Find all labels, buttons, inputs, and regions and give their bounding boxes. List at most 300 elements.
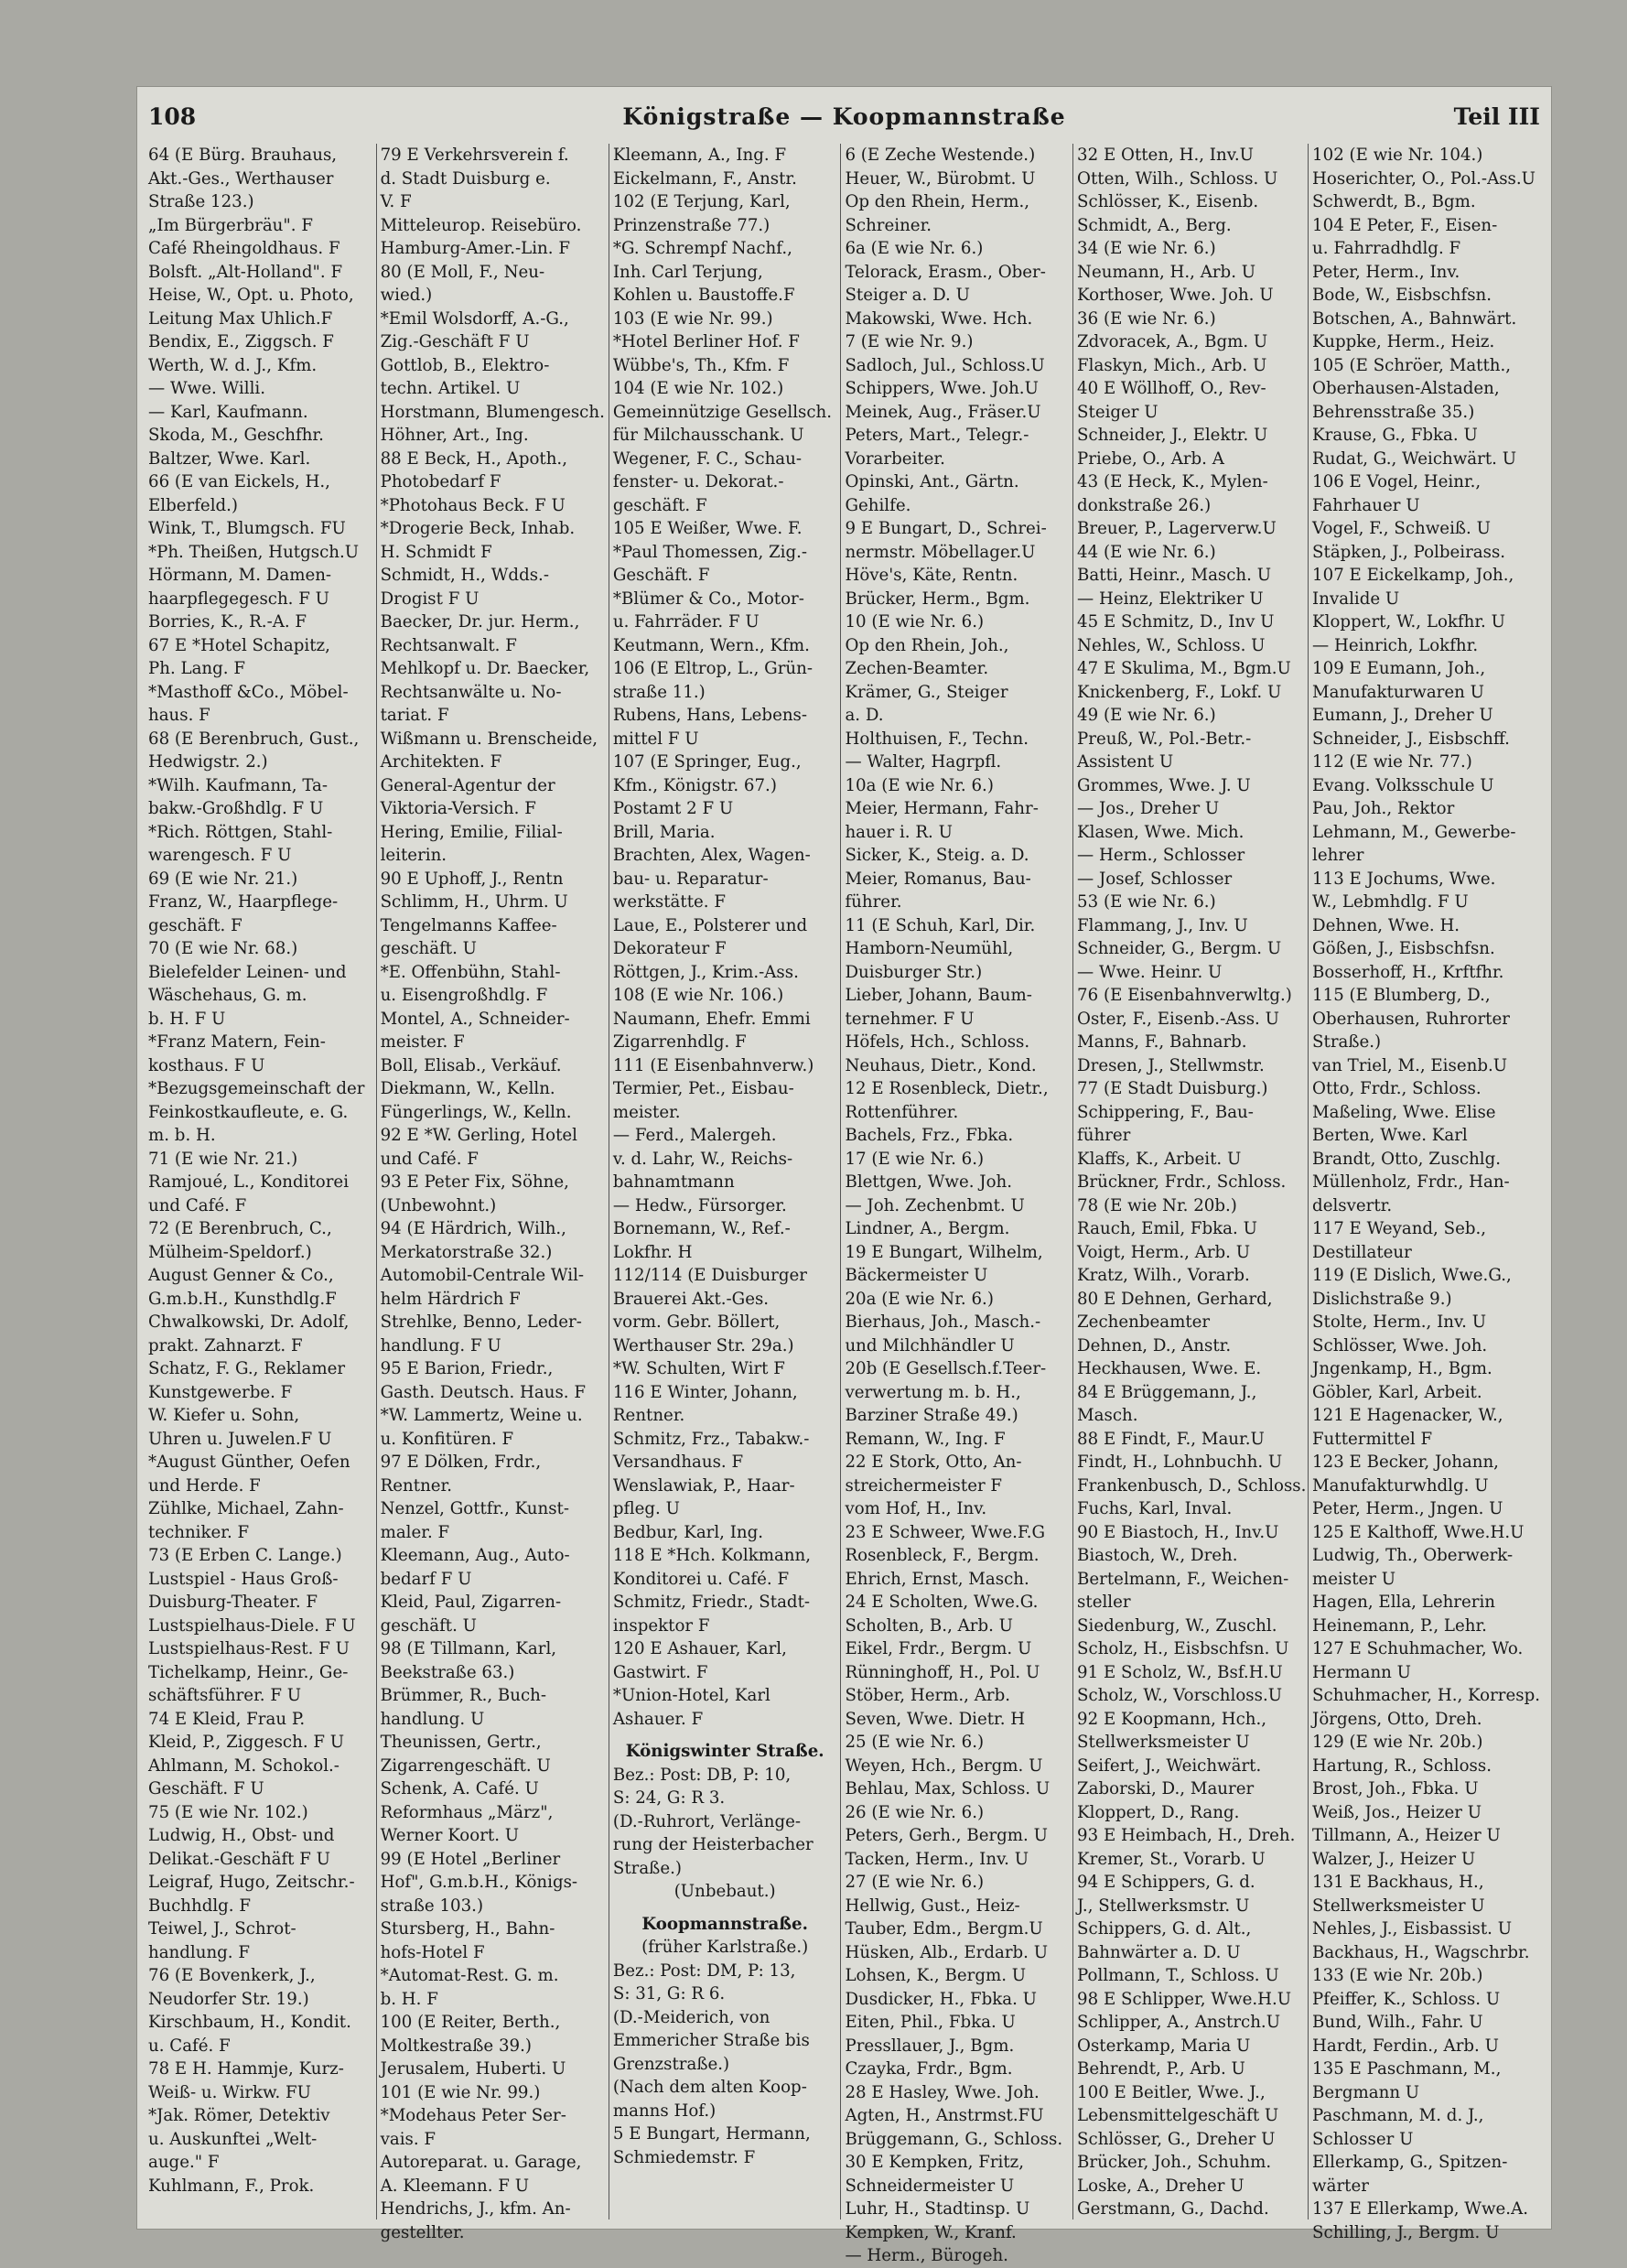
- directory-entry-line: meister U: [1312, 1569, 1396, 1589]
- directory-entry-line: Seven, Wwe. Dietr. H: [845, 1709, 1026, 1729]
- directory-entry-line: delsvertr.: [1312, 1195, 1393, 1215]
- directory-entry-line: Peter, Herm., Inv.: [1312, 262, 1460, 282]
- directory-entry-line: Blettgen, Wwe. Joh.: [845, 1172, 1013, 1192]
- page-number: 108: [148, 103, 197, 130]
- directory-entry-line: Stursberg, H., Bahn-: [380, 1919, 555, 1939]
- directory-entry-line: verwertung m. b. H.,: [845, 1382, 1021, 1402]
- directory-entry-line: Schlimm, H., Uhrm. U: [380, 892, 568, 912]
- directory-entry-line: Hendrichs, J., kfm. An-: [380, 2199, 571, 2219]
- directory-entry-line: Laue, E., Polsterer und: [612, 915, 808, 935]
- directory-entry-line: Sicker, K., Steig. a. D.: [845, 846, 1029, 865]
- directory-entry-line: 129 (E wie Nr. 20b.): [1312, 1733, 1483, 1752]
- directory-entry-line: Krämer, G., Steiger: [845, 682, 1008, 702]
- directory-entry-line: Eikel, Frdr., Bergm. U: [845, 1639, 1032, 1658]
- directory-entry-line: 49 (E wie Nr. 6.): [1077, 706, 1216, 725]
- directory-entry-line: Schlipper, A., Anstrch.U: [1077, 2013, 1281, 2032]
- directory-entry-line: Klasen, Wwe. Mich.: [1077, 822, 1244, 842]
- directory-entry-line: Koopmannstraße.: [641, 1914, 808, 1934]
- directory-entry-line: Brücker, Joh., Schuhm.: [1077, 2153, 1272, 2172]
- directory-entry-line: 36 (E wie Nr. 6.): [1077, 308, 1216, 329]
- directory-entry-line: Höhner, Art., Ing.: [380, 426, 529, 445]
- directory-entry-line: Gasth. Deutsch. Haus. F: [380, 1382, 586, 1402]
- directory-entry-line: 77 (E Stadt Duisburg.): [1077, 1079, 1268, 1098]
- directory-entry-line: (Unbebaut.): [673, 1882, 776, 1901]
- directory-entry-line: Straße.): [612, 1858, 682, 1878]
- directory-entry-line: Schlosser U: [1312, 2129, 1414, 2149]
- directory-entry-line: Flaskyn, Mich., Arb. U: [1077, 355, 1267, 375]
- directory-entry-line: 115 (E Blumberg, D.,: [1312, 986, 1491, 1005]
- directory-entry-line: 28 E Hasley, Wwe. Joh.: [845, 2082, 1040, 2102]
- directory-entry-line: techniker. F: [148, 1522, 250, 1542]
- directory-entry-line: Zaborski, D., Maurer: [1077, 1779, 1255, 1798]
- directory-entry-line: Agten, H., Anstrmst.FU: [845, 2106, 1044, 2125]
- directory-entry-line: geschäft. F: [148, 915, 242, 935]
- directory-entry-line: Siedenburg, W., Zuschl.: [1077, 1615, 1277, 1636]
- directory-entry-line: Manns, F., Bahnarb.: [1077, 1032, 1247, 1052]
- directory-entry-line: Schneidermeister U: [845, 2176, 1015, 2196]
- directory-entry-line: Akt.-Ges., Werthauser: [148, 168, 334, 189]
- directory-entry-line: Mülheim-Speldorf.): [148, 1242, 312, 1262]
- directory-entry-line: Nenzel, Gottfr., Kunst-: [380, 1499, 569, 1518]
- directory-entry-line: pfleg. U: [612, 1499, 680, 1518]
- directory-entry-line: Steiger a. D. U: [845, 286, 970, 305]
- directory-entry-line: 105 E Weißer, Wwe. F.: [612, 519, 803, 538]
- directory-entry-line: Leitung Max Uhlich.F: [148, 308, 333, 329]
- directory-entry-line: Strehlke, Benno, Leder-: [380, 1312, 582, 1332]
- directory-entry-line: Gehilfe.: [845, 495, 911, 515]
- directory-entry-line: techn. Artikel. U: [380, 379, 521, 398]
- directory-entry-line: Findt, H., Lohnbuchh. U: [1077, 1453, 1283, 1472]
- directory-entry-line: Dekorateur F: [612, 939, 727, 958]
- directory-entry-line: 75 (E wie Nr. 102.): [148, 1802, 308, 1822]
- directory-entry-line: bahnamtmann: [612, 1172, 735, 1192]
- directory-entry-line: Krause, G., Fbka. U: [1312, 426, 1478, 445]
- directory-entry-line: Theunissen, Gertr.,: [380, 1733, 542, 1752]
- directory-entry-line: *Jak. Römer, Detektiv: [148, 2106, 330, 2125]
- directory-entry-line: Teiwel, J., Schrot-: [148, 1919, 296, 1939]
- directory-entry-line: Gottlob, B., Elektro-: [380, 355, 550, 375]
- directory-entry-line: Chwalkowski, Dr. Adolf,: [148, 1312, 350, 1332]
- directory-entry-line: u. Eisengroßhdlg. F: [380, 986, 548, 1005]
- directory-entry-line: Zechen-Beamter.: [845, 659, 989, 678]
- directory-entry-line: Kfm., Königstr. 67.): [612, 775, 777, 795]
- directory-entry-line: Meier, Romanus, Bau-: [845, 869, 1031, 889]
- directory-entry-line: Osterkamp, Maria U: [1077, 2036, 1251, 2056]
- directory-entry-line: fenster- u. Dekorat.-: [612, 472, 784, 491]
- directory-entry-line: Schlösser, Wwe. Joh.: [1312, 1335, 1488, 1355]
- directory-entry-line: Bode, W., Eisbschfsn.: [1312, 286, 1492, 305]
- directory-entry-line: Meinek, Aug., Fräser.U: [845, 402, 1041, 422]
- directory-entry-line: maler. F: [380, 1522, 450, 1542]
- directory-entry-line: streichermeister F: [845, 1475, 1003, 1496]
- directory-entry-line: *W. Schulten, Wirt F: [612, 1359, 785, 1378]
- directory-entry-line: Lustspielhaus-Rest. F U: [148, 1639, 350, 1658]
- directory-entry-line: und Herde. F: [148, 1475, 261, 1496]
- directory-entry-line: 119 (E Dislich, Wwe.G.,: [1312, 1266, 1512, 1285]
- directory-entry-line: Kuppke, Herm., Heiz.: [1312, 332, 1495, 351]
- column-2: [377, 144, 609, 2242]
- directory-entry-line: Emmericher Straße bis: [612, 2031, 810, 2050]
- directory-entry-line: Werth, W. d. J., Kfm.: [148, 355, 318, 375]
- directory-entry-line: Oster, F., Eisenb.-Ass. U: [1077, 1009, 1279, 1029]
- directory-entry-line: 30 E Kempken, Fritz,: [845, 2153, 1025, 2172]
- directory-entry-line: Gemeinnützige Gesellsch.: [612, 402, 833, 422]
- directory-entry-line: (Unbewohnt.): [380, 1195, 497, 1215]
- directory-entry-line: — Josef, Schlosser: [1077, 869, 1233, 889]
- directory-entry-line: Kleemann, Aug., Auto-: [380, 1546, 570, 1565]
- directory-entry-line: (D.-Meiderich, von: [612, 2007, 770, 2027]
- directory-entry-line: *W. Lammertz, Weine u.: [380, 1406, 583, 1425]
- directory-entry-line: Postamt 2 F U: [612, 799, 734, 818]
- directory-entry-line: Dusdicker, H., Fbka. U: [845, 1989, 1037, 2009]
- directory-entry-line: Uhren u. Juwelen.F U: [148, 1429, 332, 1449]
- directory-entry-line: Baltzer, Wwe. Karl.: [148, 448, 311, 469]
- directory-entry-line: bedarf F U: [380, 1569, 472, 1589]
- directory-entry-line: 76 (E Bovenkerk, J.,: [148, 1966, 316, 1985]
- directory-entry-line: Gößen, J., Eisbschfsn.: [1312, 939, 1495, 958]
- directory-entry-line: manns Hof.): [612, 2101, 717, 2121]
- directory-entry-line: Pressllauer, J., Bgm.: [845, 2036, 1015, 2056]
- directory-entry-line: Flammang, J., Inv. U: [1077, 915, 1248, 935]
- directory-entry-line: Priebe, O., Arb. A: [1077, 448, 1224, 469]
- directory-entry-line: tariat. F: [380, 706, 449, 725]
- directory-entry-line: Beekstraße 63.): [380, 1662, 515, 1682]
- directory-entry-line: Walzer, J., Heizer U: [1312, 1849, 1476, 1869]
- directory-entry-line: donkstraße 26.): [1077, 495, 1212, 515]
- directory-entry-line: 72 (E Berenbruch, C.,: [148, 1219, 332, 1238]
- directory-entry-line: Königswinter Straße.: [625, 1742, 824, 1761]
- directory-entry-line: Hermann U: [1312, 1662, 1411, 1682]
- directory-entry-line: Behrensstraße 35.): [1312, 402, 1475, 422]
- directory-entry-line: Mehlkopf u. Dr. Baecker,: [380, 659, 590, 678]
- directory-entry-line: *Union-Hotel, Karl: [612, 1686, 770, 1705]
- directory-entry-line: und Milchhändler U: [845, 1335, 1015, 1355]
- directory-entry-line: 92 E *W. Gerling, Hotel: [380, 1126, 577, 1145]
- directory-entry-line: 71 (E wie Nr. 21.): [148, 1149, 298, 1169]
- directory-entry-line: 107 (E Springer, Eug.,: [612, 752, 802, 772]
- directory-entry-line: Automobil-Centrale Wil-: [380, 1266, 585, 1285]
- directory-entry-line: — Jos., Dreher U: [1077, 799, 1220, 818]
- directory-entry-line: Behlau, Max, Schloss. U: [845, 1779, 1051, 1798]
- directory-entry-line: 125 E Kalthoff, Wwe.H.U: [1312, 1522, 1525, 1542]
- directory-entry-line: 66 (E van Eickels, H.,: [148, 472, 330, 491]
- directory-entry-line: 25 (E wie Nr. 6.): [845, 1733, 985, 1752]
- directory-entry-line: Bachels, Frz., Fbka.: [845, 1126, 1014, 1145]
- columns: [145, 144, 1544, 2265]
- directory-entry-line: Lustspielhaus-Diele. F U: [148, 1615, 356, 1636]
- directory-entry-line: bau- u. Reparatur-: [612, 869, 769, 889]
- directory-entry-line: geschäft. U: [380, 1615, 478, 1636]
- directory-entry-line: für Milchausschank. U: [612, 426, 804, 445]
- directory-entry-line: Schilling, J., Bergm. U: [1312, 2222, 1500, 2242]
- directory-entry-line: wärter: [1312, 2176, 1369, 2196]
- part-label: Teil III: [1453, 103, 1540, 130]
- directory-entry-line: 95 E Barion, Friedr.,: [380, 1359, 554, 1378]
- directory-entry-line: Zigarrenhdlg. F: [612, 1032, 747, 1052]
- directory-entry-line: Schuhmacher, H., Korresp.: [1312, 1686, 1541, 1705]
- directory-entry-line: 80 (E Moll, F., Neu-: [380, 262, 545, 282]
- directory-entry-line: 88 E Beck, H., Apoth.,: [380, 448, 567, 469]
- directory-entry-line: Bahnwärter a. D. U: [1077, 1942, 1241, 1962]
- directory-entry-line: *Franz Matern, Fein-: [148, 1032, 326, 1052]
- directory-entry-line: Gastwirt. F: [612, 1662, 708, 1682]
- directory-entry-line: Schmiedemstr. F: [612, 2147, 756, 2167]
- directory-entry-line: Brückner, Frdr., Schloss.: [1077, 1172, 1287, 1192]
- directory-entry-line: 67 E *Hotel Schapitz,: [148, 635, 330, 655]
- directory-entry-line: Rechtsanwalt. F: [380, 635, 517, 655]
- directory-entry-line: Brauerei Akt.-Ges.: [612, 1289, 770, 1309]
- directory-entry-line: Tengelmanns Kaffee-: [380, 915, 557, 935]
- directory-entry-line: Behrendt, P., Arb. U: [1077, 2059, 1245, 2079]
- directory-entry-line: Botschen, A., Bahnwärt.: [1312, 308, 1517, 329]
- directory-entry-line: 103 (E wie Nr. 99.): [612, 308, 773, 329]
- directory-entry-line: Scholz, W., Vorschloss.U: [1077, 1686, 1283, 1705]
- directory-entry-line: führer: [1077, 1126, 1131, 1145]
- directory-entry-line: vorm. Gebr. Böllert,: [612, 1312, 781, 1332]
- directory-entry-line: 88 E Findt, F., Maur.U: [1077, 1429, 1265, 1449]
- directory-entry-line: 112/114 (E Duisburger: [612, 1266, 807, 1285]
- directory-entry-line: Hörmann, M. Damen-: [148, 566, 332, 585]
- directory-entry-line: Röttgen, J., Krim.-Ass.: [612, 962, 799, 982]
- directory-entry-line: 121 E Hagenacker, W.,: [1312, 1406, 1503, 1425]
- directory-entry-line: Heckhausen, Wwe. E.: [1077, 1359, 1262, 1378]
- directory-entry-line: W. Kiefer u. Sohn,: [148, 1406, 300, 1425]
- directory-entry-line: 12 E Rosenbleck, Dietr.,: [845, 1079, 1049, 1098]
- directory-entry-line: Kleid, Paul, Zigarren-: [380, 1593, 562, 1612]
- directory-entry-line: hofs-Hotel F: [380, 1942, 485, 1962]
- directory-entry-line: lehrer: [1312, 846, 1364, 865]
- directory-entry-line: 68 (E Berenbruch, Gust.,: [148, 729, 360, 749]
- directory-entry-line: Schmidt, A., Berg.: [1077, 215, 1232, 235]
- directory-entry-line: 111 (E Eisenbahnverw.): [612, 1055, 814, 1075]
- directory-entry-line: Bergmann U: [1312, 2082, 1420, 2102]
- directory-entry-line: prakt. Zahnarzt. F: [148, 1335, 303, 1355]
- directory-entry-line: 11 (E Schuh, Karl, Dir.: [845, 915, 1036, 935]
- directory-entry-line: Maßeling, Wwe. Elise: [1312, 1102, 1496, 1122]
- directory-entry-line: *Bezugsgemeinschaft der: [148, 1079, 365, 1098]
- directory-entry-line: Hamburg-Amer.-Lin. F: [380, 239, 570, 258]
- directory-entry-line: Horstmann, Blumengesch.: [380, 402, 605, 422]
- directory-entry-line: Schneider, G., Bergm. U: [1077, 939, 1282, 958]
- directory-entry-line: 120 E Ashauer, Karl,: [612, 1639, 787, 1658]
- directory-entry-line: Mitteleurop. Reisebüro.: [380, 215, 582, 235]
- directory-entry-line: Schatz, F. G., Reklamer: [148, 1359, 346, 1378]
- directory-entry-line: Schmitz, Frz., Tabakw.-: [612, 1429, 810, 1449]
- directory-entry-line: *August Günther, Oefen: [148, 1453, 350, 1472]
- directory-entry-line: Brandt, Otto, Zuschlg.: [1312, 1149, 1502, 1169]
- directory-entry-line: Bornemann, W., Ref.-: [612, 1219, 791, 1238]
- directory-entry-line: Manufakturwaren U: [1312, 682, 1484, 702]
- directory-entry-line: Höve's, Käte, Rentn.: [845, 566, 1018, 585]
- directory-entry-line: mittel F U: [612, 729, 699, 749]
- directory-entry-line: S: 31, G: R 6.: [612, 1984, 726, 2003]
- directory-entry-line: A. Kleemann. F U: [380, 2176, 530, 2196]
- directory-entry-line: Voigt, Herm., Arb. U: [1077, 1242, 1251, 1262]
- directory-entry-line: 106 (E Eltrop, L., Grün-: [612, 659, 813, 678]
- directory-entry-line: Schwerdt, B., Bgm.: [1312, 192, 1476, 211]
- directory-entry-line: Rentner.: [380, 1475, 453, 1496]
- directory-entry-line: 78 (E wie Nr. 20b.): [1077, 1195, 1237, 1215]
- directory-entry-line: 109 E Eumann, Joh.,: [1312, 659, 1486, 678]
- directory-entry-line: *Masthoff &Co., Möbel-: [148, 682, 349, 702]
- directory-entry-line: Jörgens, Otto, Dreh.: [1312, 1709, 1482, 1729]
- directory-entry-line: Weiß- u. Wirkw. FU: [148, 2082, 311, 2102]
- directory-entry-line: *Drogerie Beck, Inhab.: [380, 519, 576, 538]
- directory-entry-line: Wink, T., Blumgsch. FU: [148, 519, 346, 538]
- directory-entry-line: Bendix, E., Ziggsch. F: [148, 332, 334, 351]
- directory-entry-line: *Ph. Theißen, Hutgsch.U: [148, 542, 360, 562]
- directory-entry-line: Göbler, Karl, Arbeit.: [1312, 1382, 1482, 1402]
- directory-entry-line: Schenk, A. Café. U: [380, 1779, 539, 1798]
- directory-entry-line: Ehrich, Ernst, Masch.: [845, 1569, 1029, 1589]
- directory-entry-line: Hamborn-Neumühl,: [845, 939, 1014, 958]
- directory-entry-line: Ludwig, Th., Oberwerk-: [1312, 1546, 1514, 1565]
- directory-entry-line: Tichelkamp, Heinr., Ge-: [148, 1662, 349, 1682]
- directory-entry-line: geschäft. U: [380, 939, 478, 958]
- directory-entry-line: warengesch. F U: [148, 846, 292, 865]
- directory-entry-line: 24 E Scholten, Wwe.G.: [845, 1593, 1039, 1612]
- directory-entry-line: Oberhausen, Ruhrorter: [1312, 1009, 1510, 1029]
- directory-entry-line: handlung. F U: [380, 1335, 501, 1355]
- directory-entry-line: Stellwerksmeister U: [1312, 1895, 1485, 1916]
- directory-entry-line: Kratz, Wilh., Vorarb.: [1077, 1266, 1250, 1285]
- directory-entry-line: — Heinz, Elektriker U: [1077, 589, 1264, 609]
- directory-page: [137, 87, 1551, 2265]
- directory-entry-line: S: 24, G: R 3.: [612, 1788, 726, 1808]
- directory-entry-line: handlung. U: [380, 1709, 485, 1729]
- directory-entry-line: 6a (E wie Nr. 6.): [845, 239, 984, 258]
- column-1: [145, 144, 377, 2219]
- directory-entry-line: Werthauser Str. 29a.): [612, 1335, 794, 1355]
- directory-entry-line: *Wilh. Kaufmann, Ta-: [148, 775, 329, 795]
- directory-entry-line: Wäschehaus, G. m.: [148, 986, 307, 1005]
- directory-entry-line: Schippers, G. d. Alt.,: [1077, 1919, 1252, 1939]
- directory-entry-line: *G. Schrempf Nachf.,: [612, 239, 792, 258]
- directory-entry-line: August Genner & Co.,: [148, 1266, 334, 1285]
- directory-entry-line: Keutmann, Wern., Kfm.: [612, 635, 810, 655]
- directory-entry-line: Lokfhr. H: [612, 1242, 693, 1262]
- directory-entry-line: Bäckermeister U: [845, 1266, 988, 1285]
- directory-entry-line: Neuhaus, Dietr., Kond.: [845, 1055, 1037, 1075]
- directory-entry-line: Termier, Pet., Eisbau-: [612, 1079, 794, 1098]
- directory-entry-line: — Herm., Schlosser: [1077, 846, 1245, 865]
- directory-entry-line: vom Hof, H., Inv.: [845, 1499, 987, 1518]
- directory-entry-line: v. d. Lahr, W., Reichs-: [612, 1149, 793, 1169]
- directory-entry-line: Ashauer. F: [612, 1709, 704, 1729]
- directory-entry-line: inspektor F: [612, 1615, 710, 1636]
- directory-entry-line: Prinzenstraße 77.): [612, 215, 770, 235]
- directory-entry-line: Straße.): [1312, 1032, 1382, 1052]
- directory-entry-line: Leigraf, Hugo, Zeitschr.-: [148, 1873, 355, 1892]
- directory-entry-line: 26 (E wie Nr. 6.): [845, 1802, 985, 1822]
- directory-entry-line: *Automat-Rest. G. m.: [380, 1966, 559, 1985]
- directory-entry-line: straße 11.): [612, 682, 706, 702]
- directory-entry-line: Zig.-Geschäft F U: [380, 332, 530, 351]
- directory-entry-line: Buchhdlg. F: [148, 1895, 251, 1916]
- directory-entry-line: 19 E Bungart, Wilhelm,: [845, 1242, 1043, 1262]
- directory-entry-line: 70 (E wie Nr. 68.): [148, 939, 298, 958]
- directory-entry-line: Masch.: [1077, 1406, 1138, 1425]
- directory-entry-line: Kempken, W., Kranf.: [845, 2222, 1017, 2242]
- directory-entry-line: 123 E Becker, Johann,: [1312, 1453, 1499, 1472]
- directory-entry-line: Lehmann, M., Gewerbe-: [1312, 822, 1516, 842]
- directory-entry-line: helm Härdrich F: [380, 1289, 521, 1309]
- directory-entry-line: Tacken, Herm., Inv. U: [845, 1849, 1029, 1869]
- directory-entry-line: Remann, W., Ing. F: [845, 1429, 1006, 1449]
- directory-entry-line: 90 E Uphoff, J., Rentn: [380, 869, 564, 889]
- directory-entry-line: 27 (E wie Nr. 6.): [845, 1873, 985, 1892]
- directory-entry-line: 45 E Schmitz, D., Inv U: [1077, 612, 1275, 632]
- directory-entry-line: 7 (E wie Nr. 9.): [845, 332, 974, 351]
- directory-entry-line: 98 E Schlipper, Wwe.H.U: [1077, 1989, 1292, 2009]
- directory-entry-line: 84 E Brüggemann, J.,: [1077, 1382, 1257, 1402]
- directory-entry-line: Brümmer, R., Buch-: [380, 1686, 547, 1705]
- directory-entry-line: 100 E Beitler, Wwe. J.,: [1077, 2082, 1266, 2102]
- directory-entry-line: Schmidt, H., Wdds.-: [380, 566, 549, 585]
- directory-entry-line: Bertelmann, F., Weichen-: [1077, 1569, 1289, 1589]
- directory-entry-line: 40 E Wöllhoff, O., Rev-: [1077, 379, 1266, 398]
- directory-entry-line: Eickelmann, F., Anstr.: [612, 168, 797, 189]
- directory-entry-line: Bolsft. „Alt-Holland". F: [148, 262, 343, 282]
- directory-entry-line: Hellwig, Gust., Heiz-: [845, 1895, 1020, 1916]
- directory-entry-line: Montel, A., Schneider-: [380, 1009, 570, 1029]
- directory-entry-line: Brachten, Alex, Wagen-: [612, 846, 811, 865]
- directory-entry-line: *Photohaus Beck. F U: [380, 495, 566, 515]
- directory-entry-line: Stolte, Herm., Inv. U: [1312, 1312, 1487, 1332]
- directory-entry-line: Rechtsanwälte u. No-: [380, 682, 562, 702]
- directory-entry-line: 117 E Weyand, Seb.,: [1312, 1219, 1487, 1238]
- directory-entry-line: 93 E Peter Fix, Söhne,: [380, 1172, 569, 1192]
- directory-entry-line: Bosserhoff, H., Krftfhr.: [1312, 962, 1504, 982]
- directory-entry-line: meister.: [612, 1102, 681, 1122]
- directory-entry-line: 100 (E Reiter, Berth.,: [380, 2013, 561, 2032]
- directory-entry-line: Merkatorstraße 32.): [380, 1242, 553, 1262]
- directory-entry-line: 131 E Backhaus, H.,: [1312, 1873, 1484, 1892]
- directory-entry-line: und Café. F: [148, 1195, 247, 1215]
- directory-entry-line: Bez.: Post: DB, P: 10,: [612, 1765, 792, 1785]
- directory-entry-line: 74 E Kleid, Frau P.: [148, 1709, 306, 1729]
- directory-entry-line: u. Fahrräder. F U: [612, 612, 760, 632]
- directory-entry-line: 97 E Dölken, Frdr.,: [380, 1453, 542, 1472]
- directory-entry-line: van Triel, M., Eisenb.U: [1312, 1055, 1508, 1075]
- directory-entry-line: 92 E Koopmann, Hch.,: [1077, 1709, 1267, 1729]
- directory-entry-line: 23 E Schweer, Wwe.F.G: [845, 1522, 1046, 1542]
- directory-entry-line: d. Stadt Duisburg e.: [380, 168, 551, 189]
- directory-entry-line: steller: [1077, 1593, 1131, 1612]
- directory-entry-line: Heise, W., Opt. u. Photo,: [148, 286, 354, 305]
- directory-entry-line: Vogel, F., Schweiß. U: [1312, 519, 1491, 538]
- directory-entry-line: 133 (E wie Nr. 20b.): [1312, 1966, 1483, 1985]
- directory-entry-line: u. Konfitüren. F: [380, 1429, 514, 1449]
- directory-entry-line: Ellerkamp, G., Spitzen-: [1312, 2153, 1508, 2172]
- directory-entry-line: Duisburger Str.): [845, 962, 983, 982]
- directory-entry-line: Klaffs, K., Arbeit. U: [1077, 1149, 1242, 1169]
- directory-entry-line: 106 E Vogel, Heinr.,: [1312, 472, 1482, 491]
- directory-entry-line: Dresen, J., Stellwmstr.: [1077, 1055, 1265, 1075]
- directory-entry-line: Fahrhauer U: [1312, 495, 1420, 515]
- directory-entry-line: Evang. Volksschule U: [1312, 775, 1494, 795]
- directory-entry-line: geschäft. F: [612, 495, 707, 515]
- directory-entry-line: Kuhlmann, F., Prok.: [148, 2176, 315, 2196]
- directory-entry-line: G.m.b.H., Kunsthdlg.F: [148, 1289, 337, 1309]
- directory-entry-line: Duisburg-Theater. F: [148, 1593, 318, 1612]
- directory-entry-line: Hering, Emilie, Filial-: [380, 822, 563, 842]
- directory-entry-line: a. D.: [845, 706, 884, 725]
- directory-entry-line: 116 E Winter, Johann,: [612, 1382, 798, 1402]
- directory-entry-line: Jerusalem, Huberti. U: [380, 2059, 566, 2079]
- directory-entry-line: Schneider, J., Elektr. U: [1077, 426, 1268, 445]
- directory-entry-line: — Wwe. Willi.: [148, 379, 265, 398]
